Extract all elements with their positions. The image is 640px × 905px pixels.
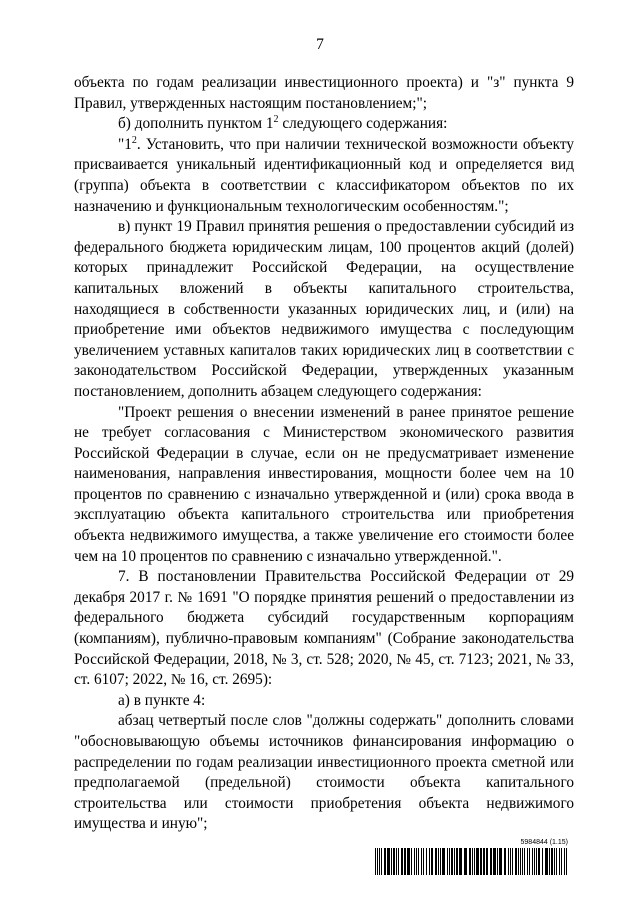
document-body xyxy=(74,73,574,835)
paragraph-text: б) дополнить пунктом 1 xyxy=(118,115,274,133)
paragraph: а) в пункте 4: xyxy=(118,691,206,709)
superscript: 2 xyxy=(273,114,279,126)
superscript: 2 xyxy=(131,134,137,146)
page-number: 7 xyxy=(316,36,324,53)
paragraph: объекта по годам реализации инвестиционного проекта) и "з" пункта 9 Правил, утвержденных настоящим постановлением;"; xyxy=(74,74,574,112)
paragraph-text: "1 xyxy=(118,135,132,153)
paragraph: "Проект решения о внесении изменений в ранее принятое решение не требует согласования с Министерством экономического развития Российской Федерации в случае, если он не предусматривает изменение наименования, направления инвестирования, мощности более чем на 10 процентов по сравнению с изначально утвержденной и (или) срока ввода в эксплуатацию объекта капитального строительства или приобретения объекта недвижимого имущества, а также увеличение его стоимости более чем на 10 процентов по сравнению с изначально утвержденной.". xyxy=(74,403,574,565)
barcode-image xyxy=(375,848,569,875)
paragraph xyxy=(74,135,574,217)
paragraph: абзац четвертый после слов "должны содержать" дополнить словами "обосновывающую объемы источников финансирования информацию о распределении по годам реализации инвестиционного проекта сметной или предполагаемой (предельной) стоимости объекта капитального строительства или стоимости приобретения объекта недвижимого имущества и иную"; xyxy=(74,712,574,833)
paragraph: в) пункт 19 Правил принятия решения о предоставлении субсидий из федерального бюджета юридическим лицам, 100 процентов акций (долей) которых принадлежит Российской Федерации, на осуществление капитальных вложений в объекты капитального строительства, находящиеся в собственности указанных юридических лиц, и (или) на приобретение ими объектов недвижимого имущества с последующим увеличением уставных капиталов таких юридических лиц в соответствии с законодательством Российской Федерации, утвержденных указанным постановлением, дополнить абзацем следующего содержания: xyxy=(74,218,574,400)
paragraph xyxy=(74,114,574,135)
paragraph: 7. В постановлении Правительства Российской Федерации от 29 декабря 2017 г. № 1691 "О порядке принятия решений о предоставлении из федерального бюджета субсидий государственным корпорациям (компаниям), публично-правовым компаниям" (Собрание законодательства Российской Федерации, 2018, № 3, ст. 528; 2020, № 45, ст. 7123; 2021, № 33, ст. 6107; 2022, № 16, ст. 2695): xyxy=(74,568,574,689)
paragraph-text: . Установить, что при наличии технической возможности объекту присваивается уникальный идентификационный код и определяется вид (группа) объекта в соответствии с классификатором объектов по их назначению и функциональным технологическим особенностям."; xyxy=(74,135,574,215)
document-code: 5984844 (1.15) xyxy=(520,839,568,846)
paragraph-text: следующего содержания: xyxy=(278,115,448,133)
